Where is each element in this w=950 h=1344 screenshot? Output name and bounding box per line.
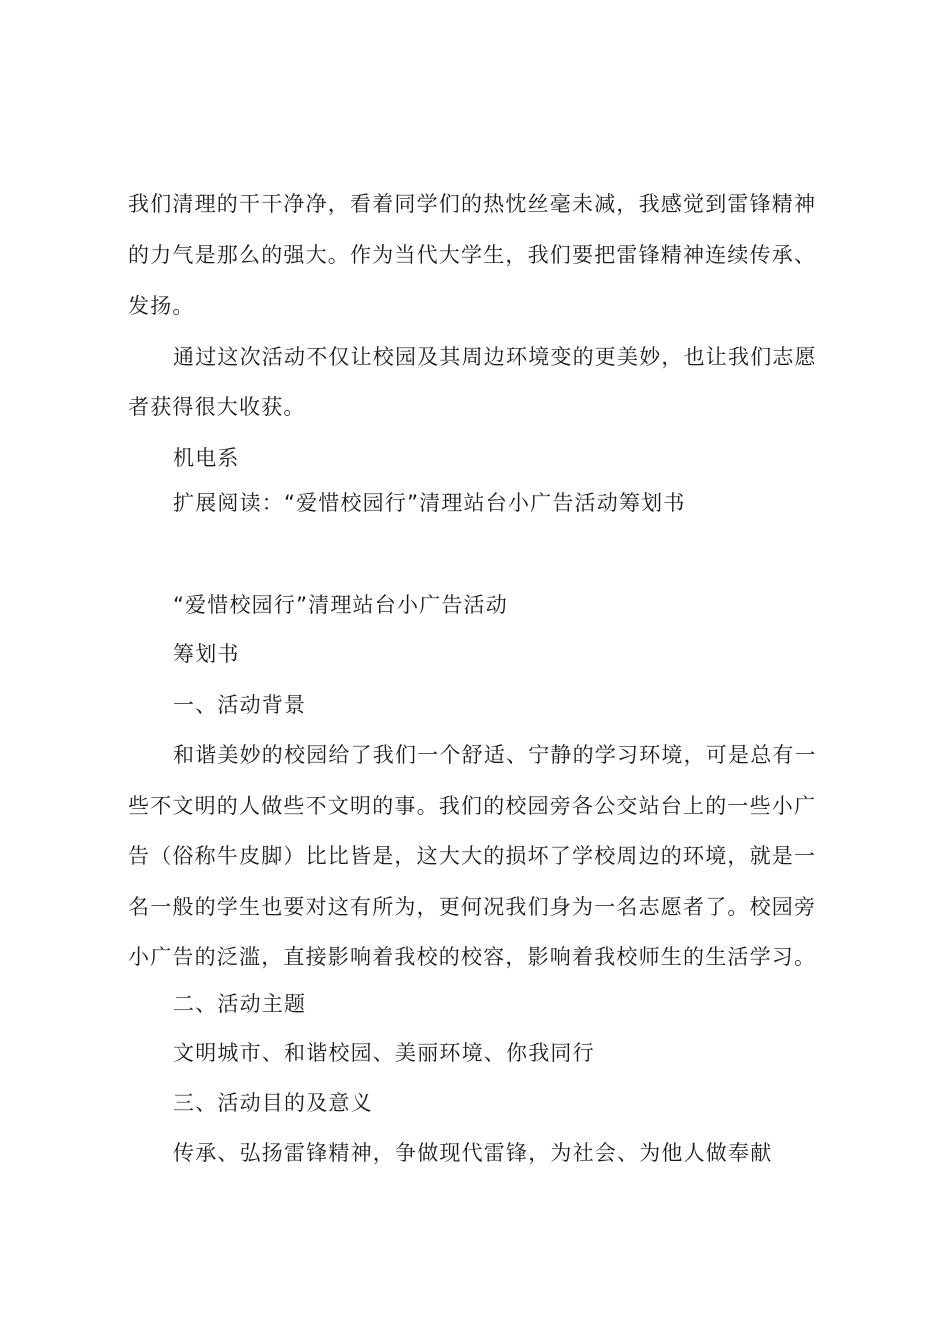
department-signature: 机电系 (173, 446, 240, 470)
paragraph-line: 传承、弘扬雷锋精神，争做现代雷锋，为社会、为他人做奉献 (173, 1141, 773, 1165)
paragraph-line: 我们清理的干干净净，看着同学们的热忱丝毫未减，我感觉到雷锋精神 (128, 192, 817, 216)
paragraph-line: 和谐美妙的校园给了我们一个舒适、宁静的学习环境，可是总有一 (173, 743, 817, 767)
theme-line: 文明城市、和谐校园、美丽环境、你我同行 (173, 1041, 595, 1065)
section-heading: 二、活动主题 (173, 992, 307, 1016)
paragraph-line: 些不文明的人做些不文明的事。我们的校园旁各公交站台上的一些小广 (128, 794, 817, 818)
section-heading: 三、活动目的及意义 (173, 1091, 373, 1115)
section-heading: 一、活动背景 (173, 693, 307, 717)
extended-reading-heading: 扩展阅读：“爱惜校园行”清理站台小广告活动筹划书 (173, 491, 686, 515)
plan-subtitle: 筹划书 (173, 642, 240, 666)
paragraph-line: 名一般的学生也要对这有所为，更何况我们身为一名志愿者了。校园旁 (128, 895, 817, 919)
plan-title: “爱惜校园行”清理站台小广告活动 (173, 593, 508, 617)
paragraph-line: 小广告的泛滥，直接影响着我校的校容，影响着我校师生的生活学习。 (128, 945, 817, 969)
paragraph-line: 发扬。 (128, 294, 195, 318)
paragraph-line: 者获得很大收获。 (128, 395, 306, 419)
paragraph-line: 通过这次活动不仅让校园及其周边环境变的更美妙，也让我们志愿 (173, 345, 817, 369)
paragraph-line: 的力气是那么的强大。作为当代大学生，我们要把雷锋精神连续传承、 (128, 243, 817, 267)
paragraph-line: 告（俗称牛皮脚）比比皆是，这大大的损坏了学校周边的环境，就是一 (128, 844, 817, 868)
